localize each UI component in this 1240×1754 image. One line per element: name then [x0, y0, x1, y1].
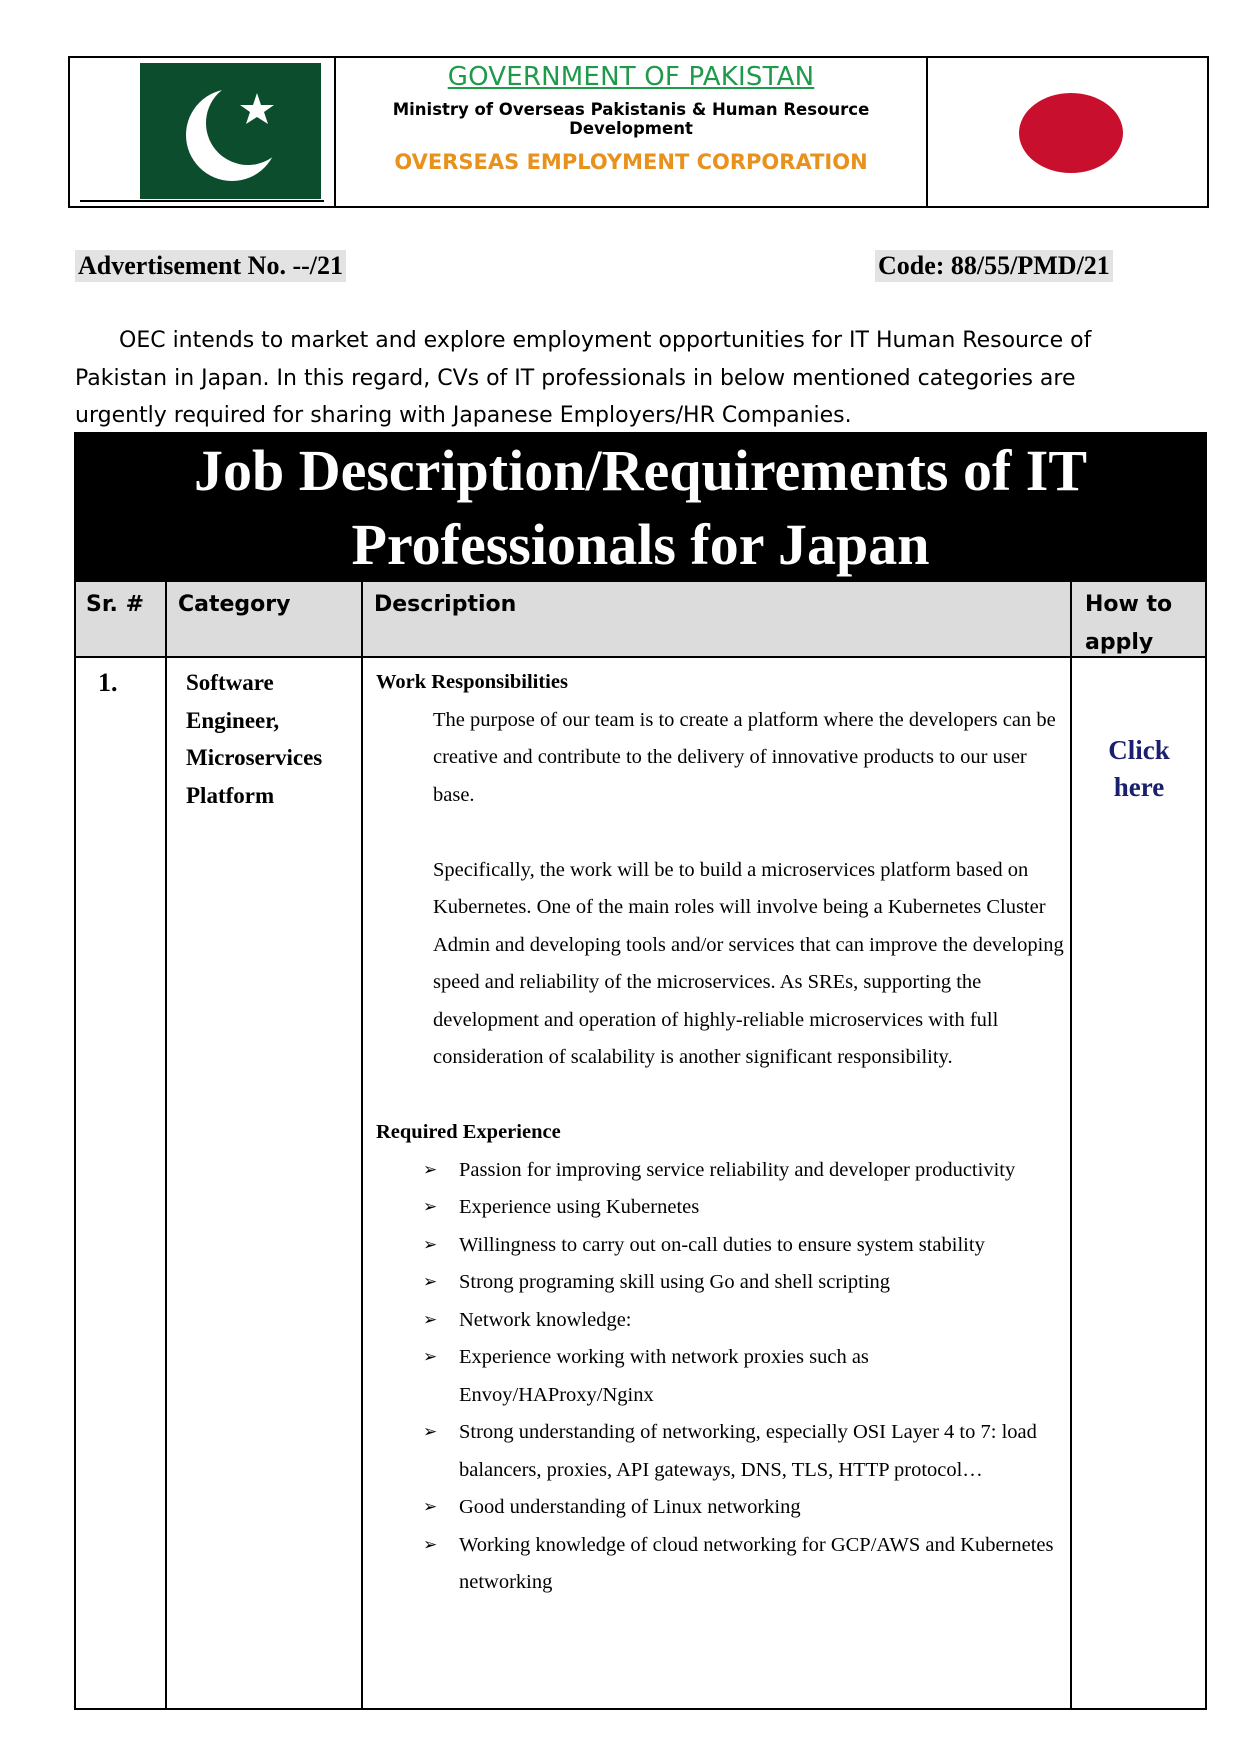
column-divider: [1070, 582, 1072, 1708]
arrow-bullet-icon: ➢: [423, 1309, 438, 1330]
table-title-line2: Professionals for Japan: [351, 512, 930, 577]
row-category: [186, 664, 356, 814]
letterhead: [68, 56, 1209, 208]
row-sr-number: 1.: [98, 668, 118, 697]
intro-text: OEC intends to market and explore employment opportunities for IT Human Resource of Pakistan in Japan. In this regard, CVs of IT professionals in below mentioned categories are urgently required for sharing with Japanese Employers/HR Companies.: [75, 328, 1092, 428]
list-item: ➢ Strong programing skill using Go and shell scripting: [376, 1264, 1066, 1302]
table-title-line1: Job Description/Requirements of IT: [193, 438, 1088, 503]
list-item: ➢ Working knowledge of cloud networking for GCP/AWS and Kubernetes networking: [376, 1527, 1066, 1602]
category-line: Platform: [186, 782, 275, 808]
click-here-line2: here: [1113, 772, 1165, 802]
header-how-line1: How to: [1085, 592, 1173, 617]
pakistan-flag-cell: [70, 58, 336, 206]
arrow-bullet-icon: ➢: [423, 1422, 438, 1442]
category-line: Software: [186, 670, 274, 695]
header-description: Description: [374, 592, 517, 617]
arrow-bullet-icon: ➢: [423, 1347, 438, 1367]
list-item: ➢ Network knowledge:: [376, 1302, 1066, 1340]
letterhead-title-cell: [336, 58, 928, 206]
pakistan-flag-icon: [140, 63, 321, 199]
advertisement-code: Code: 88/55/PMD/21: [875, 250, 1113, 282]
header-how-to-apply: [1085, 586, 1172, 662]
header-how-line2: apply: [1085, 630, 1154, 655]
advertisement-number: Advertisement No. --/21: [75, 250, 346, 282]
arrow-bullet-icon: ➢: [423, 1534, 438, 1555]
column-divider: [361, 582, 363, 1708]
row-description: [376, 664, 1066, 1602]
corporation-title: OVERSEAS EMPLOYMENT CORPORATION: [394, 150, 868, 174]
arrow-bullet-icon: ➢: [423, 1159, 438, 1180]
arrow-bullet-icon: ➢: [423, 1197, 438, 1217]
arrow-bullet-icon: ➢: [423, 1272, 438, 1292]
list-item: ➢ Passion for improving service reliability and developer productivity: [376, 1152, 1066, 1190]
ministry-title: Ministry of Overseas Pakistanis & Human Resource Development: [392, 100, 870, 138]
category-line: Microservices: [186, 745, 323, 770]
list-item: ➢ Willingness to carry out on-call duties to ensure system stability: [376, 1227, 1066, 1265]
arrow-bullet-icon: ➢: [423, 1234, 438, 1255]
description-paragraph-2: Specifically, the work will be to build a microservices platform based on Kubernetes. One of the main roles will involve being a Kubernetes Cluster Admin and developing tools and/or services that can improve the developing speed and reliability of the microservices. As SREs, supporting the development and operation of highly-reliable microservices with full consideration of scalability is another significant responsibility.: [433, 858, 1064, 1068]
click-here-link[interactable]: [1073, 732, 1205, 806]
list-item: ➢ Experience using Kubernetes: [376, 1189, 1066, 1227]
government-title: GOVERNMENT OF PAKISTAN: [447, 62, 815, 92]
list-item: ➢ Strong understanding of networking, especially OSI Layer 4 to 7: load balancers, proxies, API gateways, DNS, TLS, HTTP protocol…: [376, 1414, 1066, 1489]
japan-flag-cell: [928, 58, 1207, 206]
column-divider: [165, 582, 167, 1708]
japan-flag-icon: [1018, 92, 1124, 174]
required-experience-heading: Required Experience: [376, 1121, 561, 1143]
description-paragraph-1: The purpose of our team is to create a platform where the developers can be creative and contribute to the delivery of innovative products to our user base.: [433, 708, 1056, 806]
work-responsibilities-heading: Work Responsibilities: [376, 671, 568, 693]
list-item: ➢ Good understanding of Linux networking: [376, 1489, 1066, 1527]
list-item: ➢ Experience working with network proxies such as Envoy/HAProxy/Nginx: [376, 1339, 1066, 1414]
header-sr: Sr. #: [86, 592, 145, 617]
table-header-row: [76, 582, 1205, 658]
experience-list: [376, 1152, 1066, 1602]
job-table: [74, 582, 1207, 1710]
intro-paragraph: [75, 322, 1155, 435]
flag-underline: [80, 200, 324, 202]
click-here-line1: Click: [1108, 735, 1170, 765]
arrow-bullet-icon: ➢: [423, 1497, 438, 1517]
category-line: Engineer,: [186, 707, 280, 733]
header-category: Category: [178, 592, 291, 617]
table-title: [74, 432, 1207, 582]
